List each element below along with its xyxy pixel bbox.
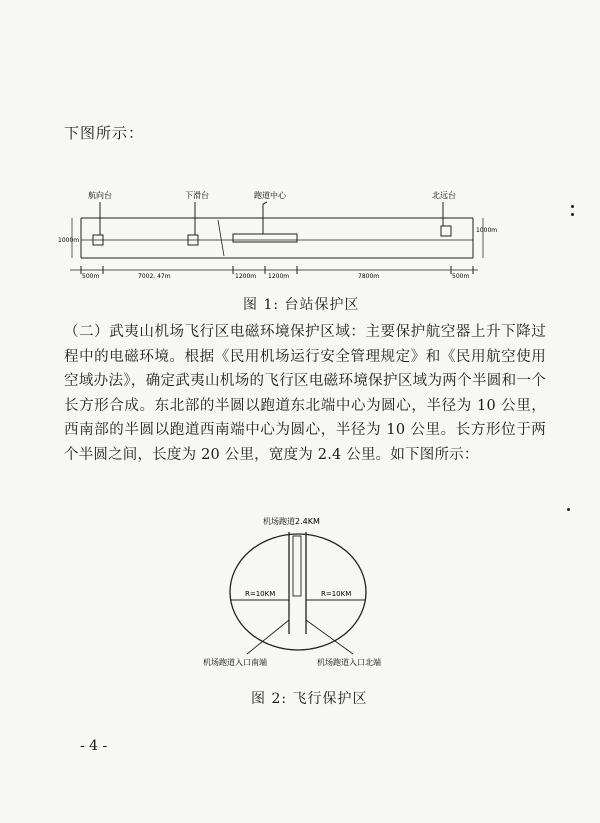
- figure2-caption: 图 2: 飞行保护区: [251, 691, 368, 707]
- south-entrance-label: 机场跑道入口南端: [203, 658, 267, 667]
- dimension-label: 1200m: [268, 273, 290, 280]
- station-label: 跑道中心: [254, 191, 286, 200]
- radius-label: R=10KM: [321, 590, 352, 598]
- height-label: 1000m: [58, 237, 80, 244]
- scan-speck: [571, 205, 574, 208]
- station-label: 下滑台: [185, 191, 209, 200]
- figure1-caption: 图 1: 台站保护区: [243, 297, 360, 313]
- dimension-label: 7800m: [358, 273, 380, 280]
- page-number: - 4 -: [80, 738, 108, 754]
- runway-width-label: 机场跑道2.4KM: [263, 517, 320, 526]
- station-label: 北远台: [432, 191, 456, 200]
- body-paragraph: （二）武夷山机场飞行区电磁环境保护区域：主要保护航空器上升下降过程中的电磁环境。根据《民用机场运行安全管理规定》和《民用航空使用空域办法》，确定武夷山机场的飞行区电磁环境保护区域为两个半圆和一个长方形合成。东北部的半圆以跑道东北端中心为圆心，半径为 10 公里，西南部的半圆以跑道西南端中心为圆心，半径为 10 公里。长方形位于两个半圆之间，长度为 20 公里，宽度为 2.4 公里。如下图所示：: [64, 324, 546, 463]
- figure-station-protection-diagram: [58, 180, 498, 285]
- north-entrance-label: 机场跑道入口北端: [317, 658, 381, 667]
- scan-speck: [571, 213, 574, 216]
- dimension-label: 7002. 47m: [138, 273, 171, 280]
- dimension-label: 500m: [82, 273, 100, 280]
- height-label: 1000m: [476, 227, 498, 234]
- intro-text: 下图所示：: [64, 124, 145, 142]
- figure-flight-protection-diagram: [195, 514, 425, 679]
- scan-speck: [567, 508, 570, 511]
- station-label: 航向台: [88, 191, 112, 200]
- dimension-label: 500m: [452, 273, 470, 280]
- dimension-label: 1200m: [235, 273, 257, 280]
- radius-label: R=10KM: [245, 590, 276, 598]
